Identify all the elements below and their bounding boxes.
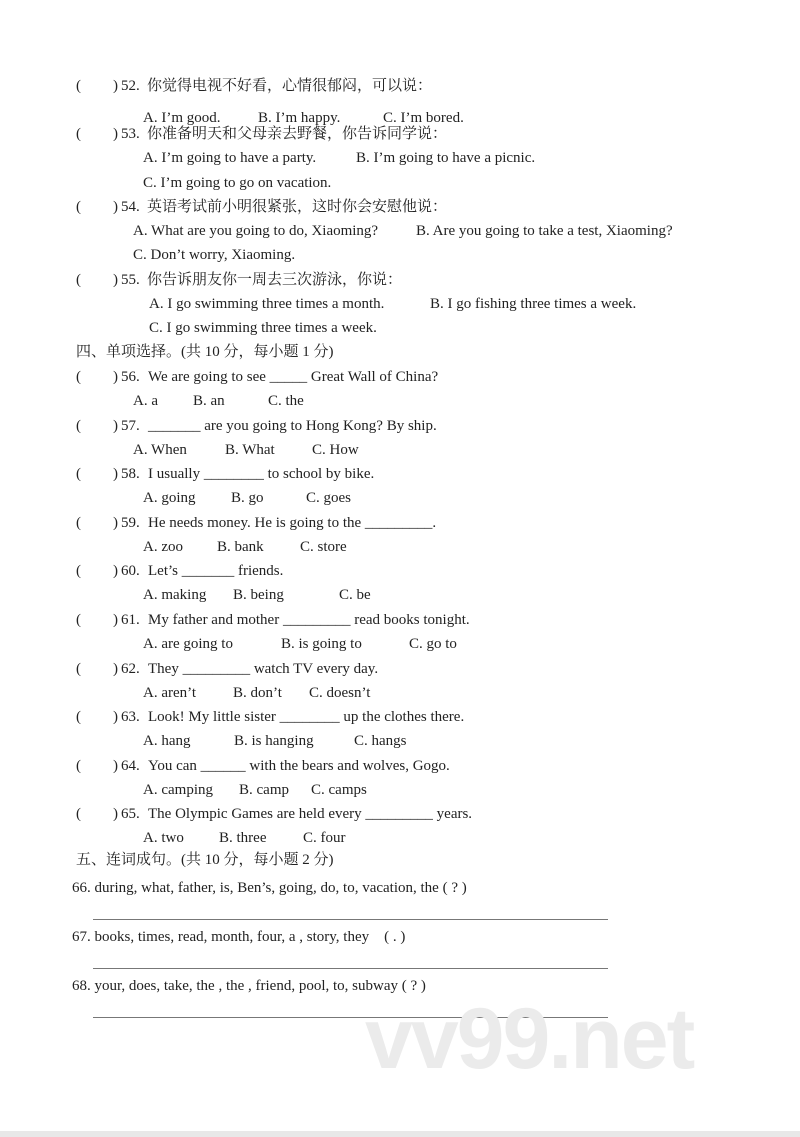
answer-option: A. aren’t (143, 684, 197, 701)
answer-option: B. bank (217, 538, 264, 555)
answer-option: C. store (300, 538, 347, 555)
answer-option: A. making (143, 587, 207, 604)
answer-bracket[interactable]: ( (76, 806, 81, 823)
question-number: 62. (121, 660, 140, 677)
answer-option: A. a (133, 393, 158, 409)
answer-bracket-close: ) (113, 514, 118, 531)
answer-option: A. I’m going to have a party. (143, 150, 317, 166)
answer-option: A. are going to (143, 636, 233, 652)
question-number: 60. (121, 563, 140, 580)
answer-bracket[interactable]: ( (76, 126, 81, 142)
question-number: 55. (121, 272, 140, 288)
question-prompt: _______ are you going to Hong Kong? By ship. (148, 417, 437, 434)
answer-option: B. go (231, 490, 264, 507)
answer-option: C. goes (306, 490, 351, 507)
answer-bracket-close: ) (113, 806, 118, 823)
answer-bracket[interactable]: ( (76, 757, 81, 774)
answer-option: B. camp (239, 781, 289, 798)
answer-option: B. three (219, 830, 267, 847)
question-number: 64. (121, 757, 140, 774)
answer-bracket[interactable]: ( (76, 660, 81, 677)
answer-bracket-close: ) (113, 369, 118, 385)
answer-option: C. Don’t worry, Xiaoming. (133, 247, 296, 263)
answer-option: A. going (143, 490, 196, 507)
answer-option: A. hang (143, 733, 191, 750)
watermark: vv99.net (365, 991, 694, 1087)
question-prompt: 英语考试前小明很紧张，这时你会安慰他说： (147, 199, 448, 215)
question-number: 63. (121, 709, 140, 726)
answer-bracket-close: ) (113, 709, 118, 726)
question-prompt: We are going to see _____ Great Wall of China? (148, 369, 439, 385)
answer-option: C. How (312, 441, 359, 458)
page-bottom-edge (0, 1131, 800, 1137)
answer-bracket[interactable]: ( (76, 612, 81, 628)
answer-bracket[interactable]: ( (76, 563, 81, 580)
question-prompt: I usually ________ to school by bike. (148, 466, 375, 483)
question-prompt: Look! My little sister ________ up the clothes there. (148, 709, 465, 726)
question-prompt: He needs money. He is going to the _________. (148, 514, 437, 531)
answer-option: C. go to (409, 636, 457, 652)
question-number: 57. (121, 417, 140, 434)
answer-bracket-close: ) (113, 612, 118, 628)
answer-option: A. two (143, 830, 184, 847)
answer-bracket[interactable]: ( (76, 369, 81, 385)
answer-bracket-close: ) (113, 126, 118, 142)
question-number: 65. (121, 806, 140, 823)
section-heading: 五、连词成句。(共 10 分，每小题 2 分) (76, 852, 334, 868)
answer-option: B. is hanging (234, 733, 314, 750)
question-prompt: 你准备明天和父母亲去野餐，你告诉同学说： (147, 126, 448, 142)
question-number: 54. (121, 199, 140, 215)
answer-bracket-close: ) (113, 660, 118, 677)
answer-option: B. don’t (233, 684, 282, 701)
sentence-prompt: 66. during, what, father, is, Ben’s, going, do, to, vacation, the ( ? ) (72, 880, 467, 896)
answer-option: A. I go swimming three times a month. (149, 296, 385, 312)
answer-bracket[interactable]: ( (76, 466, 81, 483)
question-prompt: My father and mother _________ read books tonight. (148, 612, 470, 628)
question-number: 53. (121, 126, 140, 142)
answer-option: B. I go fishing three times a week. (430, 296, 637, 312)
answer-option: C. I go swimming three times a week. (149, 320, 377, 336)
answer-bracket[interactable]: ( (76, 709, 81, 726)
answer-line[interactable] (93, 919, 608, 920)
answer-option: C. the (268, 393, 304, 409)
question-number: 58. (121, 466, 140, 483)
question-number: 56. (121, 369, 140, 385)
question-prompt: The Olympic Games are held every _________ years. (148, 806, 473, 823)
answer-bracket-close: ) (113, 272, 118, 288)
answer-option: B. is going to (281, 636, 362, 652)
answer-line[interactable] (93, 968, 608, 969)
question-prompt: They _________ watch TV every day. (148, 660, 379, 677)
answer-option: B. What (225, 441, 275, 458)
answer-option: C. doesn’t (309, 684, 371, 701)
answer-bracket-close: ) (113, 466, 118, 483)
sentence-prompt: 67. books, times, read, month, four, a , story, they ( . ) (72, 929, 406, 945)
answer-bracket-close: ) (113, 563, 118, 580)
question-prompt: 你告诉朋友你一周去三次游泳，你说： (147, 272, 403, 288)
answer-option: A. What are you going to do, Xiaoming? (133, 223, 379, 239)
question-prompt: 你觉得电视不好看，心情很郁闷，可以说： (147, 78, 433, 94)
answer-bracket[interactable]: ( (76, 514, 81, 531)
answer-option: C. camps (311, 781, 367, 798)
answer-option: B. Are you going to take a test, Xiaoming? (416, 223, 673, 239)
answer-bracket[interactable]: ( (76, 272, 81, 288)
answer-bracket[interactable]: ( (76, 417, 81, 434)
answer-bracket[interactable]: ( (76, 78, 81, 94)
question-number: 61. (121, 612, 140, 628)
answer-bracket[interactable]: ( (76, 199, 81, 215)
answer-option: C. be (339, 587, 371, 604)
answer-option: C. four (303, 830, 346, 847)
answer-bracket-close: ) (113, 78, 118, 94)
answer-option: A. zoo (143, 538, 183, 555)
section-heading: 四、单项选择。(共 10 分，每小题 1 分) (76, 344, 334, 360)
answer-option: B. an (193, 393, 225, 409)
answer-option: B. being (233, 587, 284, 604)
answer-bracket-close: ) (113, 757, 118, 774)
answer-option: A. When (133, 441, 187, 458)
question-prompt: You can ______ with the bears and wolves, Gogo. (148, 757, 450, 774)
answer-bracket-close: ) (113, 417, 118, 434)
answer-option: B. I’m happy. (258, 110, 341, 126)
question-number: 52. (121, 78, 140, 94)
question-prompt: Let’s _______ friends. (148, 563, 284, 580)
answer-option: A. camping (143, 781, 213, 798)
answer-option: C. I’m bored. (383, 110, 464, 126)
answer-option: A. I’m good. (143, 110, 221, 126)
answer-option: C. hangs (354, 733, 407, 750)
question-number: 59. (121, 514, 140, 531)
answer-option: C. I’m going to go on vacation. (143, 175, 332, 191)
answer-bracket-close: ) (113, 199, 118, 215)
sentence-prompt: 68. your, does, take, the , the , friend, pool, to, subway ( ? ) (72, 978, 426, 994)
answer-option: B. I’m going to have a picnic. (356, 150, 536, 166)
